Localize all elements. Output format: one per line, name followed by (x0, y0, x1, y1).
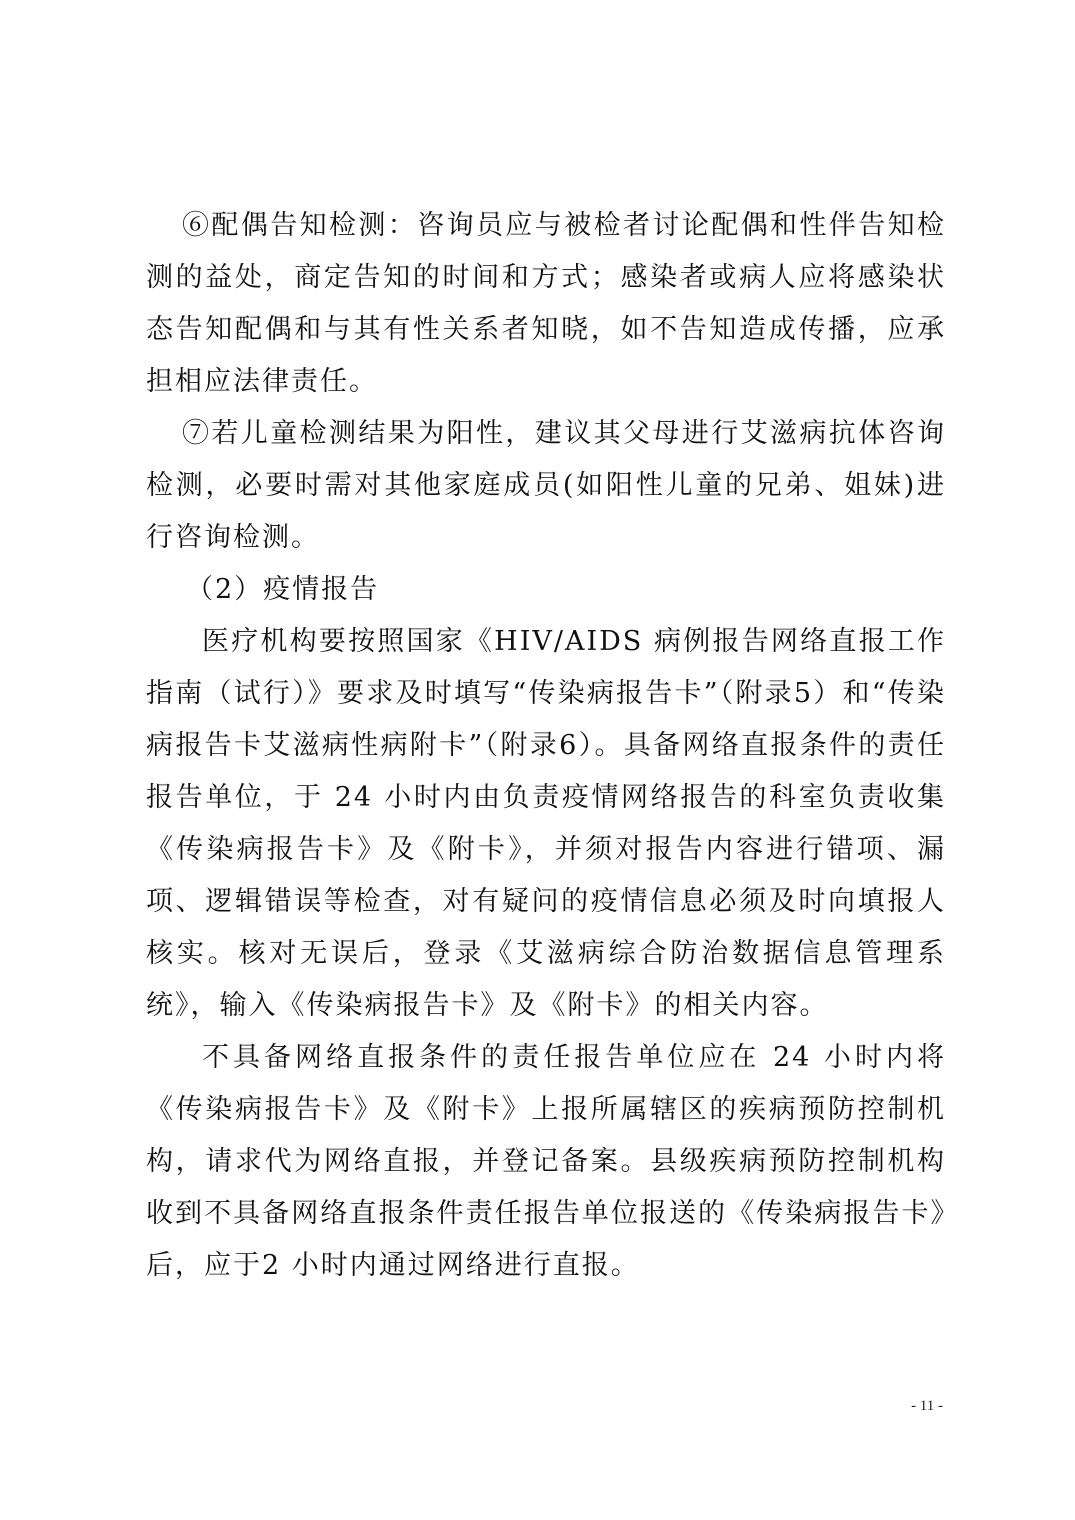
paragraph-spouse-notification: ⑥配偶告知检测：咨询员应与被检者讨论配偶和性伴告知检测的益处，商定告知的时间和方式；感染者或病人应将感染状态告知配偶和与其有性关系者知晓，如不告知造成传播，应承担相应法律责任。 (146, 210, 946, 397)
paragraph-child-testing: ⑦若儿童检测结果为阳性，建议其父母进行艾滋病抗体咨询检测，必要时需对其他家庭成员(如阳性儿童的兄弟、姐妹)进行咨询检测。 (146, 418, 946, 553)
paragraph-reporting-procedure: 医疗机构要按照国家《HIV/AIDS 病例报告网络直报工作指南（试行）》要求及时填写“传染病报告卡”（附录5）和“传染病报告卡艾滋病性病附卡”（附录6）。具备网络直报条件的责任报告单位，于 24 小时内由负责疫情网络报告的科室负责收集《传染病报告卡》及《附卡》，并须对报告内容进行错项、漏项、逻辑错误等检查，对有疑问的疫情信息必须及时向填报人核实。核对无误后，登录《艾滋病综合防治数据信息管理系统》，输入《传染病报告卡》及《附卡》的相关内容。 (146, 626, 946, 1021)
paragraph-no-network-reporting: 不具备网络直报条件的责任报告单位应在 24 小时内将《传染病报告卡》及《附卡》上报所属辖区的疾病预防控制机构，请求代为网络直报，并登记备案。县级疾病预防控制机构收到不具备网络直报条件责任报告单位报送的《传染病报告卡》后，应于2 小时内通过网络进行直报。 (146, 1042, 946, 1281)
section-heading-epidemic-report: （2）疫情报告 (186, 574, 380, 605)
document-body (146, 200, 946, 1292)
page-number: - 11 - (911, 1398, 943, 1414)
